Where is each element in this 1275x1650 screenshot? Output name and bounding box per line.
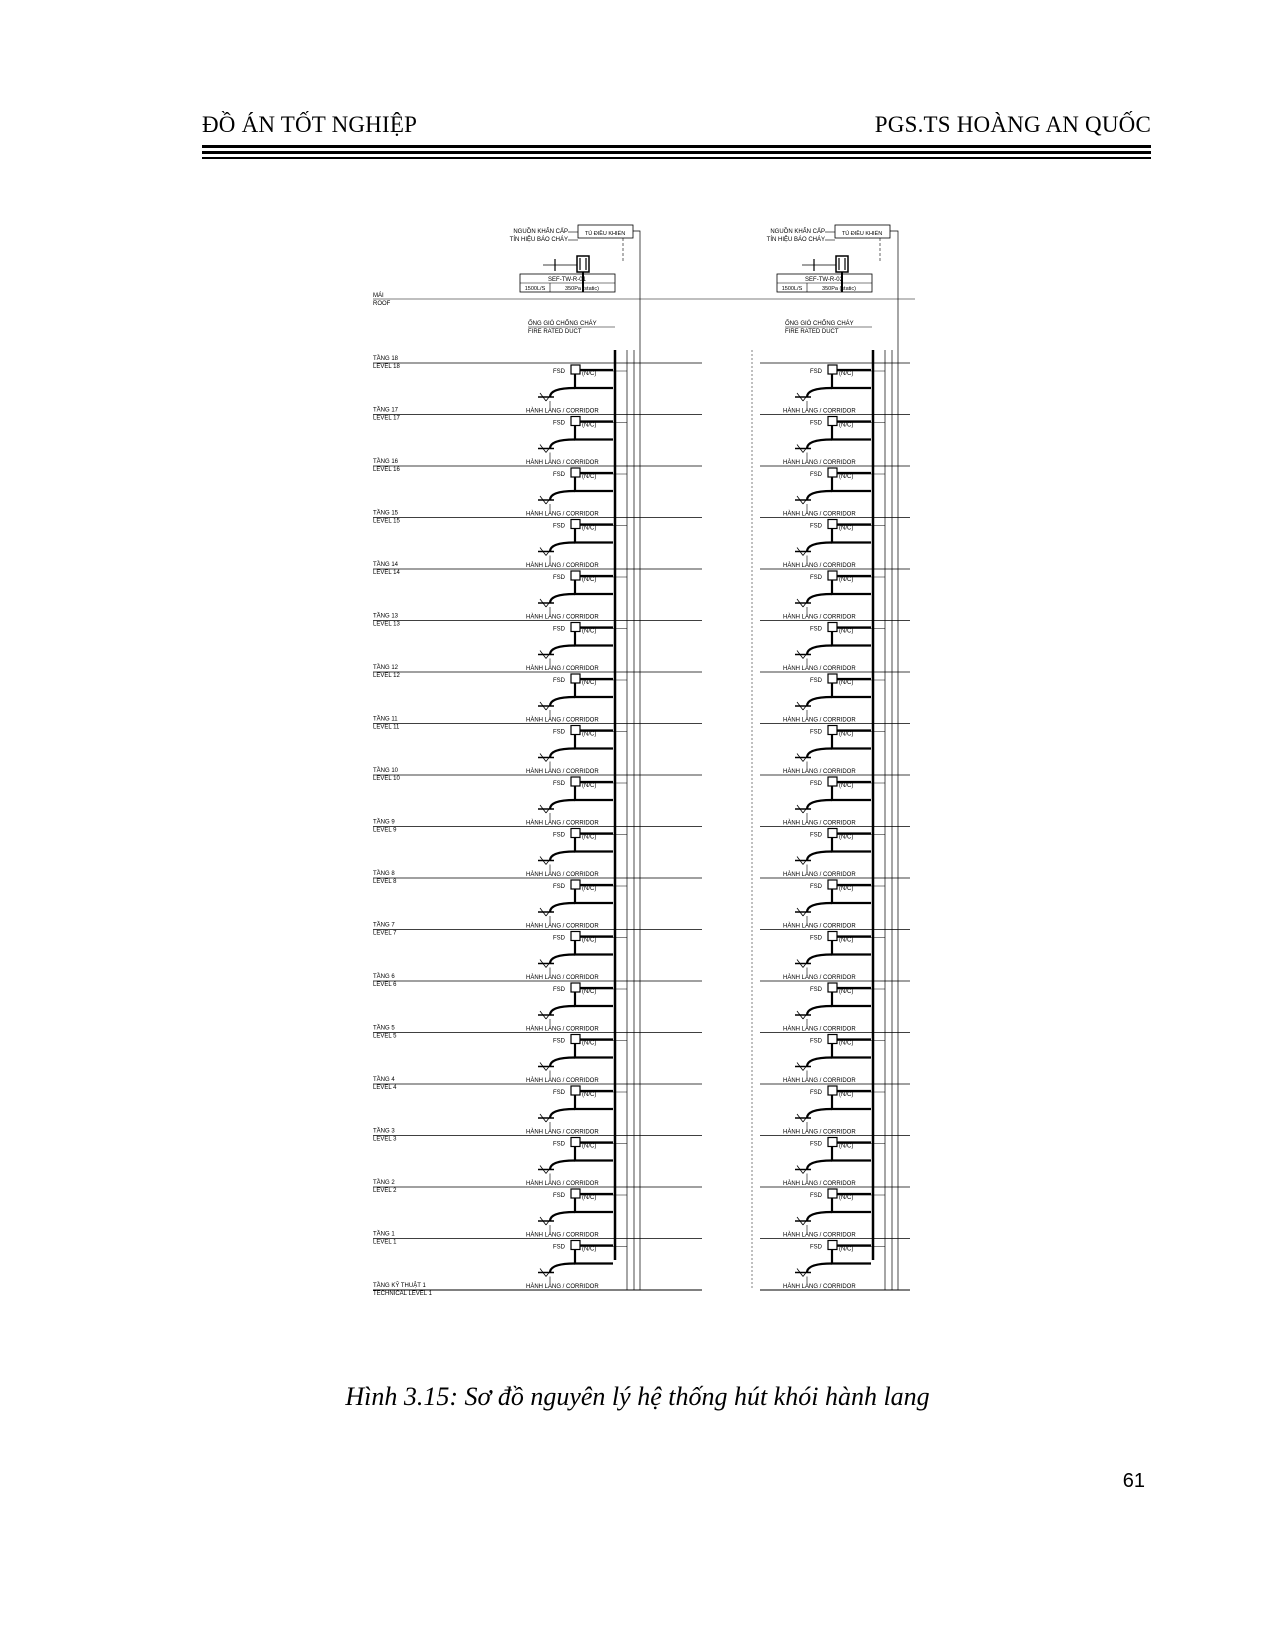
fire-smoke-damper-icon [828,880,837,889]
grille-duct [807,1006,832,1015]
floor-label-vn: TẦNG 17 [373,407,399,414]
corridor-label: HÀNH LANG / CORRIDOR [783,1181,856,1187]
corridor-label: HÀNH LANG / CORRIDOR [783,769,856,775]
header-title-left: ĐỒ ÁN TỐT NGHIỆP [202,112,418,137]
fire-smoke-damper-icon [571,880,580,889]
damper-fsd-label: FSD [810,987,822,993]
fire-smoke-damper-icon [828,1035,837,1044]
damper-state-label: (N/C) [839,1246,854,1253]
duct-label-en: FIRE RATED DUCT [528,329,582,335]
damper-fsd-label: FSD [553,678,565,684]
corridor-label: HÀNH LANG / CORRIDOR [783,923,856,930]
damper-state-label: (N/C) [582,371,597,377]
grille-duct [807,1161,832,1170]
floor-label-vn: TẦNG 5 [373,1025,395,1032]
fire-smoke-damper-icon [828,520,837,529]
damper-fsd-label: FSD [553,626,565,633]
technical-floor-label-en: TECHNICAL LEVEL 1 [373,1291,432,1297]
floor-label-vn: TẦNG 9 [373,819,395,826]
damper-fsd-label: FSD [553,1090,565,1096]
fire-smoke-damper-icon [828,571,837,580]
damper-fsd-label: FSD [553,1244,565,1251]
corridor-label: HÀNH LANG / CORRIDOR [783,975,856,981]
fire-smoke-damper-icon [828,365,837,374]
floor-label-vn: TẦNG 2 [373,1180,395,1186]
damper-fsd-label: FSD [553,781,565,787]
floor-label-en: LEVEL 9 [373,827,397,834]
damper-fsd-label: FSD [810,626,822,633]
roof-label-vn: MÁI [373,293,384,299]
damper-state-label: (N/C) [839,1040,854,1047]
floor-label-vn: TẦNG 10 [373,768,399,774]
floor-label-en: LEVEL 5 [373,1033,397,1040]
grille-duct [550,1006,575,1015]
corridor-label: HÀNH LANG / CORRIDOR [526,1181,599,1187]
corridor-label: HÀNH LANG / CORRIDOR [526,1129,599,1136]
fire-smoke-damper-icon [571,365,580,374]
grille-duct [550,543,575,552]
fire-smoke-damper-icon [828,1241,837,1250]
damper-state-label: (N/C) [582,1040,597,1047]
grille-duct [550,697,575,706]
figure-caption: Hình 3.15: Sơ đồ nguyên lý hệ thống hút khói hành lang [345,1382,930,1411]
corridor-label: HÀNH LANG / CORRIDOR [526,923,599,930]
damper-state-label: (N/C) [839,1143,854,1150]
damper-fsd-label: FSD [810,1244,822,1251]
corridor-label: HÀNH LANG / CORRIDOR [783,1284,856,1290]
floor-label-en: LEVEL 13 [373,621,400,628]
floor-label-en: LEVEL 14 [373,570,400,576]
floor-label-vn: TẦNG 7 [373,922,395,929]
fire-smoke-damper-icon [828,1086,837,1095]
damper-fsd-label: FSD [553,472,565,478]
grille-duct [550,388,575,397]
corridor-label: HÀNH LANG / CORRIDOR [526,460,599,466]
damper-state-label: (N/C) [839,474,854,480]
technical-floor-label-vn: TẦNG KỸ THUẬT 1 [373,1283,426,1289]
duct-label-vn: ỐNG GIÓ CHỐNG CHÁY [528,321,597,327]
damper-state-label: (N/C) [839,937,854,944]
damper-fsd-label: FSD [553,884,565,890]
fire-smoke-damper-icon [828,829,837,838]
duct-label-en: FIRE RATED DUCT [785,329,839,335]
floor-label-en: LEVEL 12 [373,673,400,679]
label-fire-alarm-signal: TÍN HIỆU BÁO CHÁY [509,237,568,243]
damper-state-label: (N/C) [582,1195,597,1201]
fire-smoke-damper-icon [828,468,837,477]
corridor-label: HÀNH LANG / CORRIDOR [526,872,599,878]
grille-duct [550,749,575,758]
damper-state-label: (N/C) [839,1092,854,1098]
grille-duct [807,388,832,397]
damper-fsd-label: FSD [810,884,822,890]
floor-label-vn: TẦNG 12 [373,665,399,671]
corridor-label: HÀNH LANG / CORRIDOR [783,511,856,518]
damper-state-label: (N/C) [839,680,854,686]
damper-fsd-label: FSD [553,1141,565,1148]
grille-duct [550,594,575,603]
page-number: 61 [1122,1470,1145,1492]
grille-duct [807,543,832,552]
fire-smoke-damper-icon [571,777,580,786]
fire-smoke-damper-icon [571,1035,580,1044]
damper-state-label: (N/C) [582,1143,597,1150]
fan-tag-label: SEF-TW-R-01 [548,277,586,283]
exhaust-fan-icon [836,256,848,272]
fire-smoke-damper-icon [828,777,837,786]
damper-fsd-label: FSD [553,832,565,839]
damper-fsd-label: FSD [810,472,822,478]
floor-label-en: LEVEL 1 [373,1239,397,1246]
fire-smoke-damper-icon [828,1189,837,1198]
damper-state-label: (N/C) [582,474,597,480]
damper-state-label: (N/C) [582,834,597,841]
floor-label-vn: TẦNG 6 [373,974,395,980]
damper-fsd-label: FSD [553,935,565,942]
label-fire-alarm-signal: TÍN HIỆU BÁO CHÁY [766,237,825,243]
damper-fsd-label: FSD [810,1038,822,1045]
damper-state-label: (N/C) [582,628,597,635]
control-cable [890,231,898,1290]
corridor-label: HÀNH LANG / CORRIDOR [526,975,599,981]
corridor-label: HÀNH LANG / CORRIDOR [526,408,599,415]
grille-duct [550,955,575,964]
floor-label-vn: TẦNG 15 [373,510,399,517]
damper-state-label: (N/C) [839,577,854,583]
grille-duct [807,440,832,449]
damper-fsd-label: FSD [810,729,822,736]
fire-smoke-damper-icon [828,932,837,941]
damper-fsd-label: FSD [553,523,565,530]
floor-label-en: LEVEL 17 [373,415,400,422]
damper-fsd-label: FSD [553,729,565,736]
damper-state-label: (N/C) [839,783,854,789]
exhaust-fan-icon [577,256,589,272]
damper-fsd-label: FSD [553,1193,565,1199]
grille-duct [550,1264,575,1273]
fire-smoke-damper-icon [571,623,580,632]
damper-fsd-label: FSD [810,420,822,427]
roof-label-en: ROOF [373,301,391,307]
floor-label-en: LEVEL 2 [373,1188,397,1194]
control-panel-label: TỦ ĐIỀU KHIỂN [584,231,626,237]
fan-flow-label: 1500L/S [781,286,803,292]
corridor-label: HÀNH LANG / CORRIDOR [783,460,856,466]
corridor-label: HÀNH LANG / CORRIDOR [526,1078,599,1084]
fire-smoke-damper-icon [571,468,580,477]
corridor-label: HÀNH LANG / CORRIDOR [783,666,856,672]
grille-duct [550,800,575,809]
grille-duct [807,749,832,758]
grille-duct [550,1212,575,1221]
fire-smoke-damper-icon [828,623,837,632]
damper-fsd-label: FSD [810,781,822,787]
damper-state-label: (N/C) [839,731,854,738]
damper-fsd-label: FSD [810,1090,822,1096]
grille-duct [550,1109,575,1118]
fan-flow-label: 1500L/S [524,286,546,292]
fire-smoke-damper-icon [571,674,580,683]
damper-fsd-label: FSD [553,420,565,427]
damper-fsd-label: FSD [810,369,822,375]
floor-label-vn: TẦNG 11 [373,716,398,723]
corridor-label: HÀNH LANG / CORRIDOR [783,408,856,415]
fire-smoke-damper-icon [828,983,837,992]
damper-state-label: (N/C) [582,783,597,789]
floor-label-vn: TẦNG 8 [373,871,395,877]
corridor-label: HÀNH LANG / CORRIDOR [526,1284,599,1290]
damper-state-label: (N/C) [839,886,854,892]
damper-state-label: (N/C) [839,628,854,635]
damper-state-label: (N/C) [839,525,854,532]
floor-label-vn: TẦNG 18 [373,356,399,362]
fan-pressure-label: 350Pa (static) [565,286,599,292]
corridor-label: HÀNH LANG / CORRIDOR [526,769,599,775]
floor-label-en: LEVEL 18 [373,364,400,370]
grille-duct [550,1161,575,1170]
damper-fsd-label: FSD [810,1193,822,1199]
floor-label-vn: TẦNG 13 [373,613,399,620]
damper-fsd-label: FSD [553,369,565,375]
grille-duct [807,697,832,706]
fire-smoke-damper-icon [571,417,580,426]
damper-fsd-label: FSD [810,832,822,839]
grille-duct [807,594,832,603]
grille-duct [550,1058,575,1067]
control-panel-label: TỦ ĐIỀU KHIỂN [841,231,883,237]
fire-smoke-damper-icon [571,932,580,941]
label-emergency-power: NGUỒN KHẨN CẤP [770,229,825,235]
grille-duct [807,1212,832,1221]
floor-label-en: LEVEL 6 [373,982,397,988]
fire-smoke-damper-icon [571,1086,580,1095]
grille-duct [550,440,575,449]
grille-duct [807,1058,832,1067]
grille-duct [807,1109,832,1118]
floor-label-en: LEVEL 7 [373,930,397,937]
corridor-label: HÀNH LANG / CORRIDOR [783,820,856,827]
damper-fsd-label: FSD [553,987,565,993]
corridor-label: HÀNH LANG / CORRIDOR [783,614,856,621]
floor-label-en: LEVEL 11 [373,724,400,731]
corridor-label: HÀNH LANG / CORRIDOR [526,511,599,518]
grille-duct [550,491,575,500]
floor-label-en: LEVEL 16 [373,467,400,473]
damper-state-label: (N/C) [839,989,854,995]
corridor-label: HÀNH LANG / CORRIDOR [526,563,599,569]
fire-smoke-damper-icon [571,571,580,580]
fire-smoke-damper-icon [828,417,837,426]
fire-smoke-damper-icon [828,674,837,683]
grille-duct [550,852,575,861]
fan-pressure-label: 350Pa (static) [822,286,856,292]
damper-state-label: (N/C) [839,422,854,429]
damper-fsd-label: FSD [810,575,822,581]
damper-fsd-label: FSD [810,1141,822,1148]
corridor-label: HÀNH LANG / CORRIDOR [783,1232,856,1239]
damper-fsd-label: FSD [553,575,565,581]
floor-label-vn: TẦNG 1 [373,1231,395,1238]
fire-smoke-damper-icon [571,983,580,992]
damper-fsd-label: FSD [810,935,822,942]
fire-smoke-damper-icon [571,829,580,838]
grille-duct [807,491,832,500]
damper-state-label: (N/C) [582,886,597,892]
grille-duct [807,646,832,655]
damper-state-label: (N/C) [839,371,854,377]
fire-smoke-damper-icon [828,726,837,735]
floor-label-vn: TẦNG 4 [373,1077,395,1083]
fire-smoke-damper-icon [571,520,580,529]
fire-smoke-damper-icon [571,1138,580,1147]
damper-state-label: (N/C) [582,577,597,583]
fire-smoke-damper-icon [571,726,580,735]
corridor-label: HÀNH LANG / CORRIDOR [783,563,856,569]
damper-state-label: (N/C) [582,989,597,995]
grille-duct [807,800,832,809]
corridor-label: HÀNH LANG / CORRIDOR [526,666,599,672]
corridor-label: HÀNH LANG / CORRIDOR [783,1026,856,1033]
damper-state-label: (N/C) [582,731,597,738]
duct-label-vn: ỐNG GIÓ CHỐNG CHÁY [785,321,854,327]
grille-duct [807,955,832,964]
grille-duct [807,1264,832,1273]
floor-label-vn: TẦNG 16 [373,459,399,465]
damper-state-label: (N/C) [839,834,854,841]
floor-label-en: LEVEL 4 [373,1085,397,1091]
corridor-label: HÀNH LANG / CORRIDOR [526,820,599,827]
corridor-label: HÀNH LANG / CORRIDOR [783,1078,856,1084]
fire-smoke-damper-icon [571,1189,580,1198]
corridor-label: HÀNH LANG / CORRIDOR [783,1129,856,1136]
floor-label-en: LEVEL 10 [373,776,400,782]
corridor-label: HÀNH LANG / CORRIDOR [526,1232,599,1239]
damper-state-label: (N/C) [582,680,597,686]
damper-state-label: (N/C) [582,1246,597,1253]
grille-duct [550,646,575,655]
floor-label-vn: TẦNG 3 [373,1128,395,1135]
damper-state-label: (N/C) [582,937,597,944]
corridor-label: HÀNH LANG / CORRIDOR [526,1026,599,1033]
damper-state-label: (N/C) [582,422,597,429]
damper-fsd-label: FSD [810,678,822,684]
fire-smoke-damper-icon [828,1138,837,1147]
corridor-label: HÀNH LANG / CORRIDOR [783,717,856,724]
corridor-label: HÀNH LANG / CORRIDOR [526,717,599,724]
fire-smoke-damper-icon [571,1241,580,1250]
grille-duct [807,852,832,861]
floor-label-vn: TẦNG 14 [373,562,399,568]
damper-state-label: (N/C) [582,1092,597,1098]
damper-state-label: (N/C) [582,525,597,532]
corridor-label: HÀNH LANG / CORRIDOR [783,872,856,878]
floor-label-en: LEVEL 3 [373,1136,397,1143]
grille-duct [807,903,832,912]
header-title-right: PGS.TS HOÀNG AN QUỐC [874,112,1151,137]
fan-tag-label: SEF-TW-R-02 [805,277,843,283]
damper-fsd-label: FSD [810,523,822,530]
corridor-label: HÀNH LANG / CORRIDOR [526,614,599,621]
floor-label-en: LEVEL 15 [373,518,400,525]
label-emergency-power: NGUỒN KHẨN CẤP [513,229,568,235]
floor-label-en: LEVEL 8 [373,879,397,885]
grille-duct [550,903,575,912]
damper-state-label: (N/C) [839,1195,854,1201]
damper-fsd-label: FSD [553,1038,565,1045]
